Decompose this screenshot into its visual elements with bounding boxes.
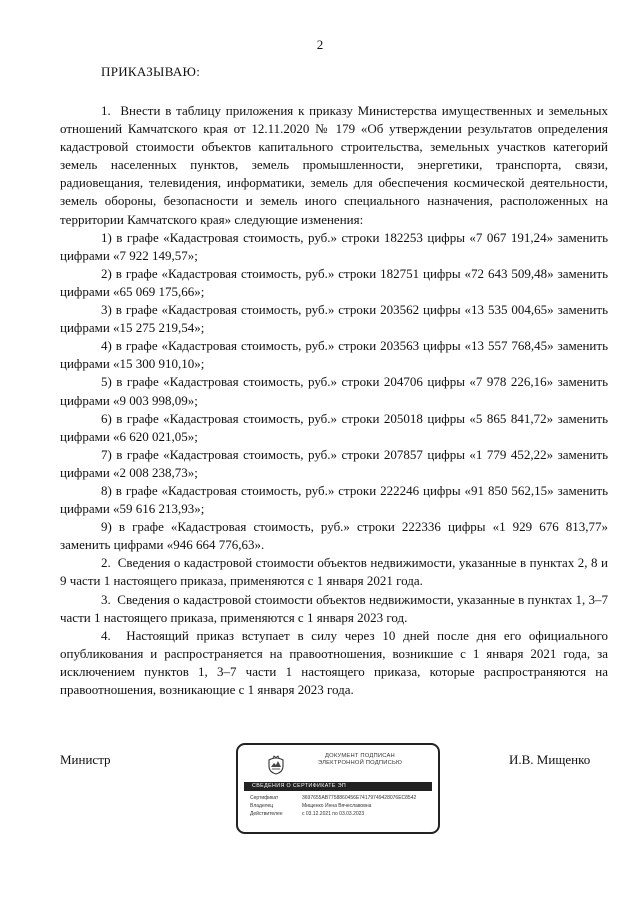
stamp-owner-row [250,803,371,810]
stamp-validity-row [250,811,364,818]
stamp-title-line-2: ЭЛЕКТРОННОЙ ПОДПИСЬЮ [317,760,403,766]
subitem-6: 6) в графе «Кадастровая стоимость, руб.» строки 205018 цифры «5 865 841,72» заменить цифрами «6 620 021,05»; [60,410,608,444]
stamp-certificate-header: СВЕДЕНИЯ О СЕРТИФИКАТЕ ЭП [244,782,432,791]
certificate-label: Сертификат [250,795,279,801]
signer-title: Министр [60,752,111,767]
document-body [60,102,608,699]
validity-label: Действителен [250,811,283,817]
subitem-1: 1) в графе «Кадастровая стоимость, руб.» строки 182253 цифры «7 067 191,24» заменить цифрами «7 922 149,57»; [60,229,608,263]
subitem-9: 9) в графе «Кадастровая стоимость, руб.» строки 222336 цифры «1 929 676 813,77» заменить цифрами «946 664 776,63». [60,519,608,553]
coat-of-arms-icon [267,755,285,775]
electronic-signature-stamp [236,743,440,834]
subitem-8: 8) в графе «Кадастровая стоимость, руб.» строки 222246 цифры «91 850 562,15» заменить цифрами «59 616 213,93»; [60,482,608,517]
owner-value: Мищенко Инна Вячеславовна [302,803,372,809]
stamp-certificate-row [250,795,416,802]
owner-label: Владелец [250,803,274,809]
paragraph-1: 1. Внести в таблицу приложения к приказу Министерства имущественных и земельных отношений Камчатского края от 12.11.2020 № 179 «Об утверждении результатов определения кадастровой стоимости объектов капитального строительства, земельных участков категорий земель населенных пунктов, земель промышленности, энергетики, транспорта, связи, радиовещания, телевидения, информатики, земель для обеспечения космической деятельности, земель обороны, безопасности и земель иного специального назначения, расположенных на территории Камчатского края» следующие изменения: [60,103,608,227]
paragraph-2: 2. Сведения о кадастровой стоимости объектов недвижимости, указанные в пунктах 2, 8 и 9 части 1 настоящего приказа, применяются с 1 января 2021 года. [60,555,608,589]
subitem-4: 4) в графе «Кадастровая стоимость, руб.» строки 203563 цифры «13 557 768,45» заменить цифрами «15 300 910,10»; [60,338,608,372]
validity-value: с 03.12.2021 по 03.03.2023 [302,811,365,817]
order-heading: ПРИКАЗЫВАЮ: [101,64,201,79]
page-number: 2 [316,37,324,52]
subitem-3: 3) в графе «Кадастровая стоимость, руб.» строки 203562 цифры «13 535 004,65» заменить цифрами «15 275 219,54»; [60,302,608,336]
subitem-5: 5) в графе «Кадастровая стоимость, руб.» строки 204706 цифры «7 978 226,16» заменить цифрами «9 003 998,09»; [60,374,608,408]
subitem-2: 2) в графе «Кадастровая стоимость, руб.» строки 182751 цифры «72 643 509,48» заменить цифрами «65 069 175,66»; [60,265,608,299]
stamp-title-line-1: ДОКУМЕНТ ПОДПИСАН [325,753,395,759]
paragraph-3: 3. Сведения о кадастровой стоимости объектов недвижимости, указанные в пунктах 1, 3–7 части 1 настоящего приказа, применяются с 1 января 2023 год. [60,591,608,625]
paragraph-4: 4. Настоящий приказ вступает в силу через 10 дней после дня его официального опубликования и распространяется на правоотношения, возникшие с 1 января 2021 года, за исключением пунктов 1, 3–7 части 1 настоящего приказа, которые распространяются на правоотношения, возникающие с 1 января 2023 года. [60,627,608,697]
stamp-title [300,753,420,767]
certificate-value: 3697655AB7758860456E74179749428076ЕС8542 [302,795,417,801]
signer-name: И.В. Мищенко [509,752,591,767]
subitem-7: 7) в графе «Кадастровая стоимость, руб.» строки 207857 цифры «1 779 452,22» заменить цифрами «2 008 238,73»; [60,446,608,480]
